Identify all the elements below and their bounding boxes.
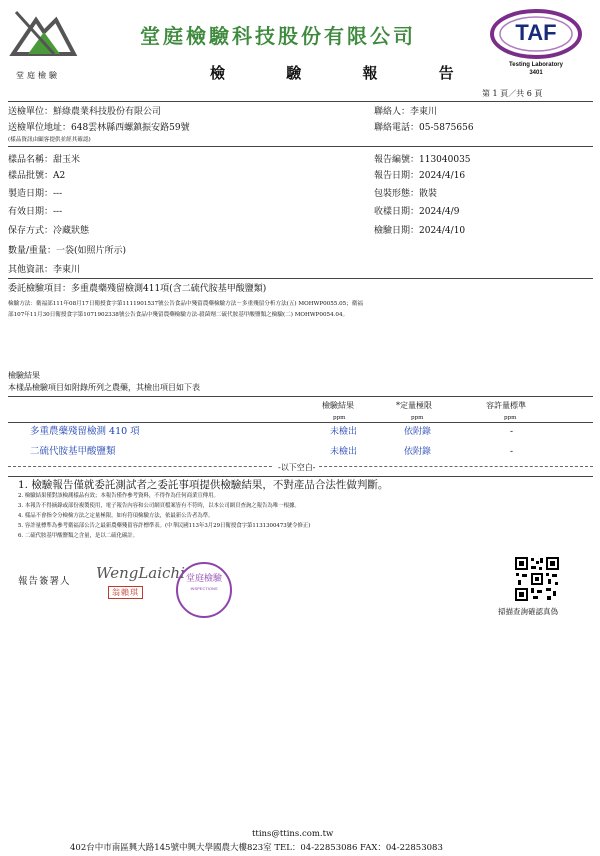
results-intro: 本樣品檢驗項目如附錄所列之農藥，其檢出項目如下表 (8, 383, 200, 392)
taf-subtitle: Testing Laboratory (509, 62, 563, 68)
header-divider (8, 101, 593, 102)
signature-handwriting: WengLaichi (96, 564, 185, 582)
result-standard: - (510, 447, 514, 457)
col-limit-header: *定量極限 (396, 401, 432, 410)
taf-logo (488, 8, 584, 60)
page-info: 第 1 頁／共 6 頁 (482, 89, 543, 98)
client-divider (8, 146, 593, 147)
seal-subtitle: INSPECTIONS (190, 586, 218, 591)
notes-divider (8, 476, 593, 477)
signatory-label: 報告簽署人 (18, 576, 71, 587)
result-standard: - (510, 427, 514, 437)
col-standard-header: 容許量標準 (486, 401, 526, 410)
test-date: 檢驗日期：2024/4/10 (374, 226, 466, 236)
note-item: 5. 容許量標準為參考衛福部公告之最新農藥殘留容許標準表。(中華民國113年3月29日衛授食字第1131300473號令修正) (18, 523, 311, 529)
results-heading: 檢驗結果 (8, 371, 40, 380)
note-item: 3. 本報告不得摘錄或部份複製使用，電子報告內容和公司網頁檔案皆有不符時，以本公司網頁查詢之報告為唯一根據。 (18, 503, 300, 509)
report-date: 報告日期：2024/4/16 (374, 171, 466, 181)
logo-text: 堂庭檢驗 (16, 71, 60, 80)
results-header-divider (8, 422, 593, 423)
report-number: 報告編號：113040035 (374, 155, 471, 165)
result-limit: 依附錄 (404, 427, 432, 437)
taf-number: 3401 (529, 70, 543, 76)
seal-text: 堂庭檢驗 (186, 574, 223, 584)
company-name: 堂庭檢驗科技股份有限公司 (140, 24, 416, 48)
sample-name: 樣品名稱：甜玉米 (8, 155, 81, 165)
company-logo (8, 6, 78, 66)
sender-unit: 送檢單位：鮮綠農業科技股份有限公司 (8, 107, 162, 117)
taf-logo-text: TAF (515, 20, 557, 45)
sender-address: 送檢單位地址：648雲林縣西螺鎮振安路59號 (8, 123, 190, 133)
contact: 聯絡人：李東川 (374, 107, 438, 117)
note-item: 2. 檢驗結果僅對該檢測樣品有效；本報告僅作參考資料，不得作為任何商業宣傳用。 (18, 493, 219, 499)
qr-code[interactable] (514, 556, 560, 602)
sample-batch: 樣品批號：A2 (8, 171, 66, 181)
company-seal (176, 562, 232, 618)
footer-email[interactable]: ttins@ttins.com.tw (252, 829, 334, 839)
footer-address: 402台中市南區興大路145號中興大學國農大樓823室 TEL：04-22853086 FAX：04-22853083 (70, 843, 443, 853)
other-info: 其他資訊：李東川 (8, 265, 81, 275)
qr-caption: 掃描查詢確認真偽 (498, 607, 558, 616)
result-item: 二硫代胺基甲酸鹽類 (30, 446, 116, 457)
col-limit-unit: ppm (411, 415, 424, 421)
end-mark: -以下空白- (274, 462, 319, 474)
col-standard-unit: ppm (504, 415, 517, 421)
client-note: (樣品資訊由顧客提供並經其確認) (8, 137, 91, 143)
result-limit: 依附錄 (404, 447, 432, 457)
receive-date: 收樣日期：2024/4/9 (374, 207, 460, 217)
result-value: 未檢出 (330, 427, 358, 437)
test-method-line2: 部107年11月30日衛授食字第1071902338號公告食品中殘留農藥檢驗方法-殺菌劑二硫代胺基甲酸鹽類之檢驗(二) MOHWP0054.04。 (8, 312, 349, 318)
results-table-top (8, 396, 593, 397)
package-type: 包裝形態：散裝 (374, 189, 438, 199)
note-main: 1. 檢驗報告僅就委託測試者之委託事項提供檢驗結果，不對產品合法性做判斷。 (18, 479, 389, 491)
manufacture-date: 製造日期：--- (8, 189, 63, 199)
qr-code-icon (514, 556, 560, 602)
col-result-unit: ppm (333, 415, 346, 421)
note-item: 4. 樣品不會指令分檢檢方法之定量極限，如有符項檢驗方法，依最新公告者為準。 (18, 513, 214, 519)
logo-icon (8, 6, 78, 66)
result-value: 未檢出 (330, 447, 358, 457)
note-item: 6. 二硫代胺基甲酸鹽類之含量，是以二硫化碳計。 (18, 533, 139, 539)
contact-phone: 聯絡電話：05-5875656 (374, 123, 474, 133)
commission-items: 委託檢驗項目：多重農藥殘留檢測411項(含二硫代胺基甲酸鹽類) (8, 284, 267, 294)
result-item: 多重農藥殘留檢測 410 項 (30, 426, 140, 437)
col-result-header: 檢驗結果 (322, 401, 354, 410)
sample-divider (8, 278, 593, 279)
signature-stamp: 翁賴琪 (108, 586, 143, 599)
expiry-date: 有效日期：--- (8, 207, 63, 217)
storage-method: 保存方式：冷藏狀態 (8, 226, 90, 236)
sample-quantity: 數量/重量：一袋(如照片所示) (8, 246, 127, 256)
test-method-line1: 檢驗方法：衛福部111年08月17日衛授食字第1111901537號公告食品中殘留農藥檢驗方法－多重殘留分析方法(五) MOHWP0055.05；衛福 (8, 301, 364, 307)
report-title: 檢 驗 報 告 (210, 64, 482, 82)
